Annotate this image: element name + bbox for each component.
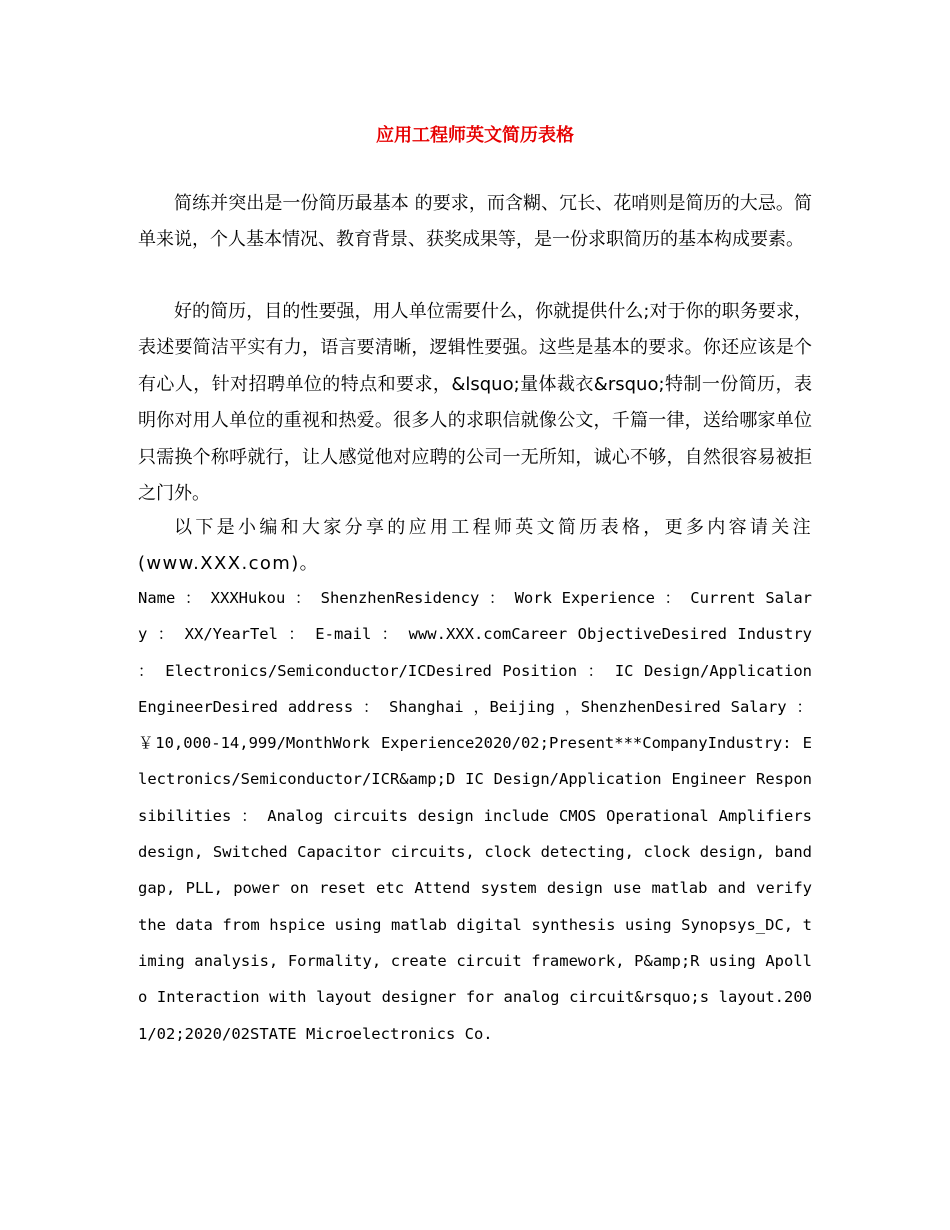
paragraph-1: 简练并突出是一份简历最基本 的要求，而含糊、冗长、花哨则是简历的大忌。简单来说，个人基本情况、教育背景、获奖成果等，是一份求职简历的基本构成要素。: [138, 193, 812, 251]
paragraph-2: 好的简历，目的性要强，用人单位需要什么，你就提供什么;对于你的职务要求，表述要简洁平实有力，语言要清晰，逻辑性要强。这些是基本的要求。你还应该是个有心人，针对招聘单位的特点和要求，&lsquo;量体裁衣&rsquo;特制一份简历，表明你对用人单位的重视和热爱。很多人的求职信就像公文，千篇一律，送给哪家单位只需换个称呼就行，让人感觉他对应聘的公司一无所知，诚心不够，自然很容易被拒之门外。: [138, 301, 812, 505]
share-paragraph: [138, 510, 812, 583]
resume-body-text: Name ： XXXHukou ： ShenzhenResidency ： Work Experience ： Current Salary ： XX/YearTel ： E-mail ： www.XXX.comCareer ObjectiveDesired Industry ： Electronics/Semiconductor/ICDesired Position ： IC Design/Application EngineerDesired address ： Shanghai ，Beijing ，ShenzhenDesired Salary ：￥10,000-14,999/MonthWork Experience2020/02;Present***CompanyIndustry: Electronics/Semiconductor/ICR&amp;D IC Design/Application Engineer Responsibilities ： Analog circuits design include CMOS Operational Amplifiers design, Switched Capacitor circuits, clock detecting, clock design, bandgap, PLL, power on reset etc Attend system design use matlab and verify the data from hspice using matlab digital synthesis using Synopsys_DC, timing analysis, Formality, create circuit framework, P&amp;R using Apollo Interaction with layout designer for analog circuit&rsquo;s layout.2001/02;2020/02STATE Microelectronics Co.: [138, 589, 812, 1043]
document-title: 应用工程师英文简历表格: [376, 125, 574, 146]
paragraph-3: 以下是小编和大家分享的应用工程师英文简历表格，更多内容请关注(www.XXX.com)。: [138, 517, 812, 575]
advice-paragraph: [138, 294, 812, 512]
intro-paragraph: [138, 186, 812, 259]
